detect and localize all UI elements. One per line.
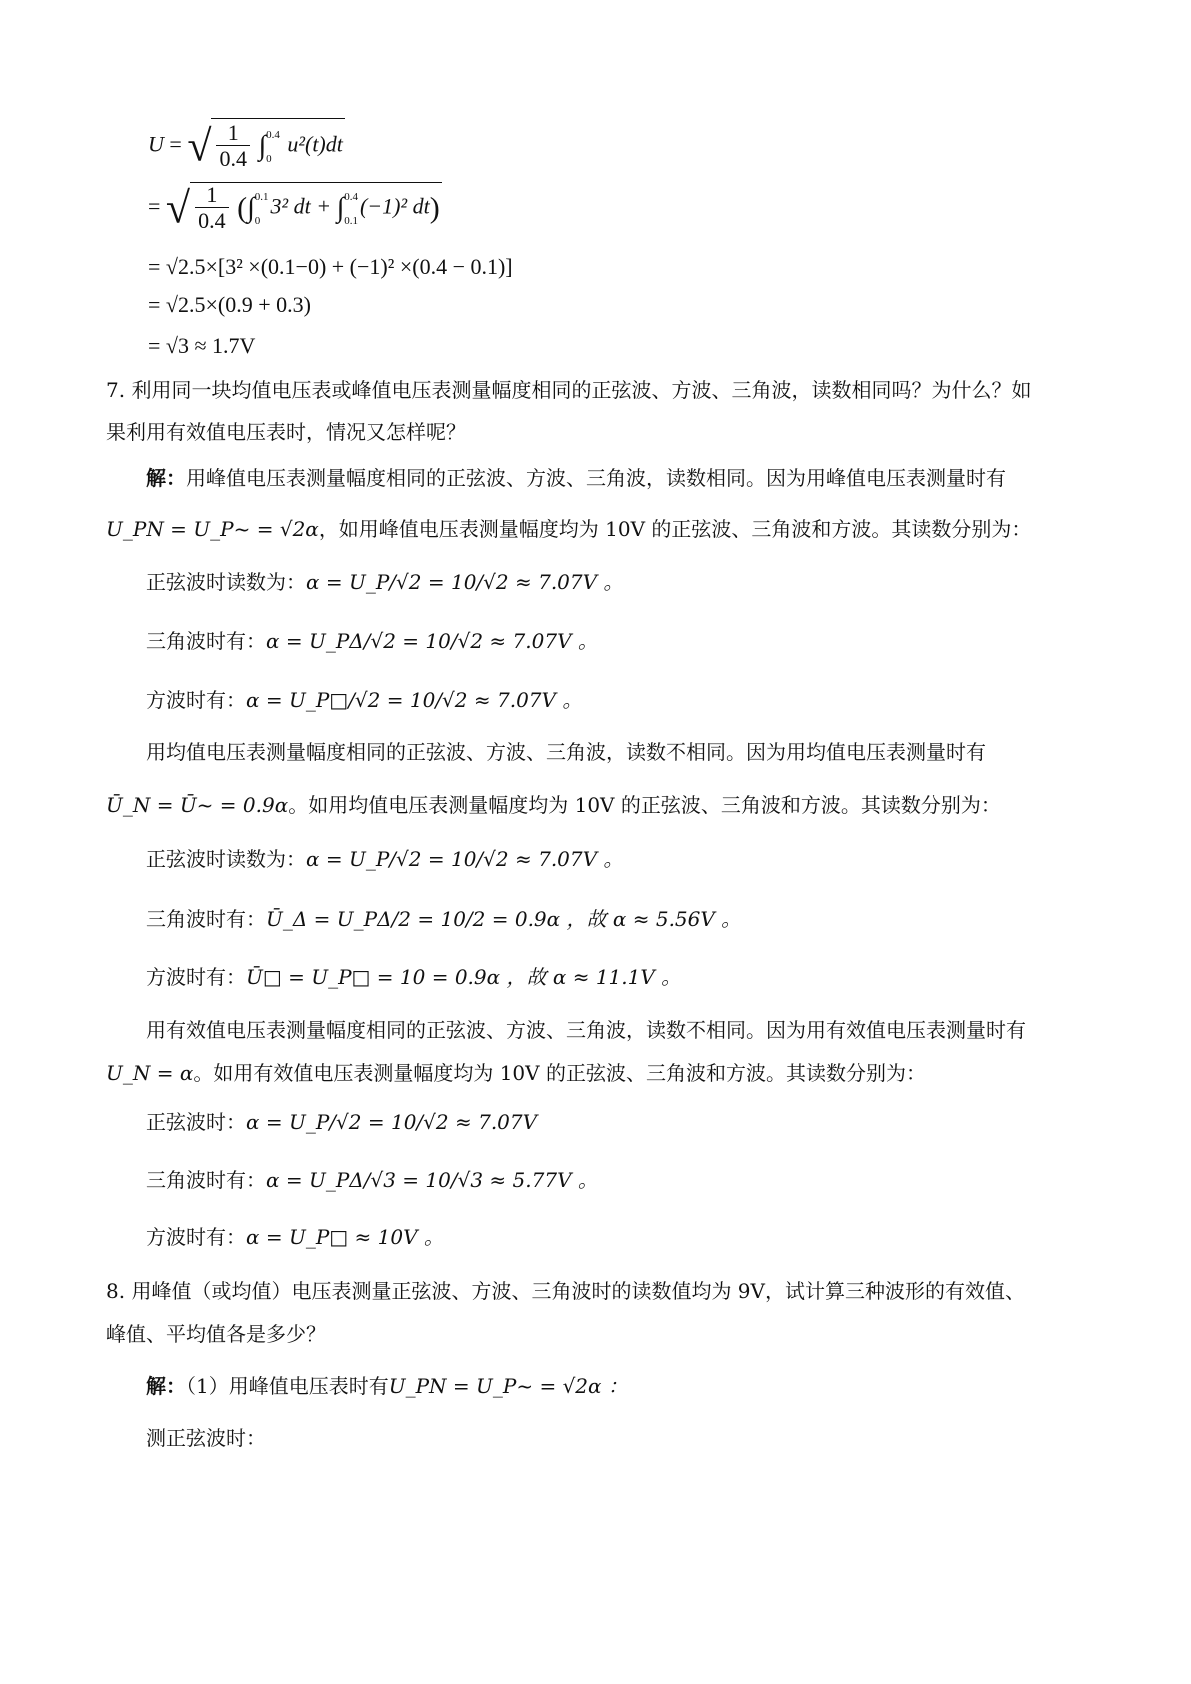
rms-intro-line-2: U_N = α。如用有效值电压表测量幅度均为 10V 的正弦波、三角波和方波。其读数分别为： (106, 1061, 926, 1085)
eq-lhs: U (148, 131, 164, 157)
avg-square-line: 方波时有：Ū□ = U_P□ = 10 = 0.9α ，故 α ≈ 11.1V 。 (146, 965, 682, 989)
avg-intro-line-2: Ū_N = Ū~ = 0.9α。如用均值电压表测量幅度均为 10V 的正弦波、三角波和方波。其读数分别为： (106, 793, 1001, 817)
integral-sign: ∫ (247, 192, 255, 224)
eq-line-2: = √ $\frac{1}{0.4}$ (∫0.1 03² dt + ∫0.4 0.1(−1)² dt) (148, 182, 440, 233)
rms-sine-line: 正弦波时：α = U_P/√2 = 10/√2 ≈ 7.07V (146, 1110, 538, 1134)
avg-triangle-line: 三角波时有：Ū_Δ = U_PΔ/2 = 10/2 = 0.9α ，故 α ≈ 5.56V 。 (146, 907, 742, 931)
fraction: $\frac{1}{0.4}$ (216, 121, 250, 172)
solution-label: 解： (146, 1374, 186, 1398)
q8-question-line-1: 8. 用峰值（或均值）电压表测量正弦波、方波、三角波时的读数值均为 9V，试计算三种波形的有效值、 (106, 1279, 1025, 1303)
integral-sign: ∫ (336, 192, 345, 224)
avg-relation: Ū_N = Ū~ = 0.9α (106, 793, 289, 817)
fraction: $\frac{1}{0.4}$ (195, 183, 229, 234)
q7-solution-line-1: 解：用峰值电压表测量幅度相同的正弦波、方波、三角波，读数相同。因为用峰值电压表测量时有 (146, 466, 1006, 490)
integral-sign: ∫ (258, 130, 267, 162)
rms-relation: U_N = α (106, 1061, 194, 1085)
rms-square-line: 方波时有：α = U_P□ ≈ 10V 。 (146, 1225, 444, 1249)
rms-triangle-line: 三角波时有：α = U_PΔ/√3 = 10/√3 ≈ 5.77V 。 (146, 1168, 598, 1192)
peak-sine-line: 正弦波时读数为：α = U_P/√2 = 10/√2 ≈ 7.07V 。 (146, 570, 624, 594)
solution-label: 解： (146, 466, 186, 490)
q7-question-line-2: 果利用有效值电压表时，情况又怎样呢？ (106, 420, 466, 444)
q7-question-line-1: 7. 利用同一块均值电压表或峰值电压表测量幅度相同的正弦波、方波、三角波，读数相同吗？为什么？如 (106, 378, 1032, 402)
peak-triangle-line: 三角波时有：α = U_PΔ/√2 = 10/√2 ≈ 7.07V 。 (146, 629, 598, 653)
avg-sine-line: 正弦波时读数为：α = U_P/√2 = 10/√2 ≈ 7.07V 。 (146, 847, 624, 871)
avg-intro-line-1: 用均值电压表测量幅度相同的正弦波、方波、三角波，读数不相同。因为用均值电压表测量时有 (146, 740, 986, 764)
eq-line-1: U = √ $\frac{1}{0.4}$ ∫0.4 0 u²(t)dt (148, 120, 343, 171)
q8-question-line-2: 峰值、平均值各是多少？ (106, 1322, 326, 1346)
rms-intro-line-1: 用有效值电压表测量幅度相同的正弦波、方波、三角波，读数不相同。因为用有效值电压表测量时有 (146, 1018, 1026, 1042)
eq-line-3: = √2.5×[3² ×(0.1−0) + (−1)² ×(0.4 − 0.1)] (148, 254, 513, 279)
eq-line-5: = √3 ≈ 1.7V (148, 333, 256, 358)
q8-solution-line-1: 解：（1）用峰值电压表时有U_PN = U_P~ = √2α ： (146, 1374, 628, 1398)
peak-square-line: 方波时有：α = U_P□/√2 = 10/√2 ≈ 7.07V 。 (146, 688, 583, 712)
peak-relation: U_PN = U_P~ = √2α (106, 517, 319, 541)
q7-solution-line-2: U_PN = U_P~ = √2α，如用峰值电压表测量幅度均为 10V 的正弦波、三角波和方波。其读数分别为： (106, 517, 1032, 541)
q8-sine-label: 测正弦波时： (146, 1426, 266, 1450)
eq-line-4: = √2.5×(0.9 + 0.3) (148, 292, 311, 317)
